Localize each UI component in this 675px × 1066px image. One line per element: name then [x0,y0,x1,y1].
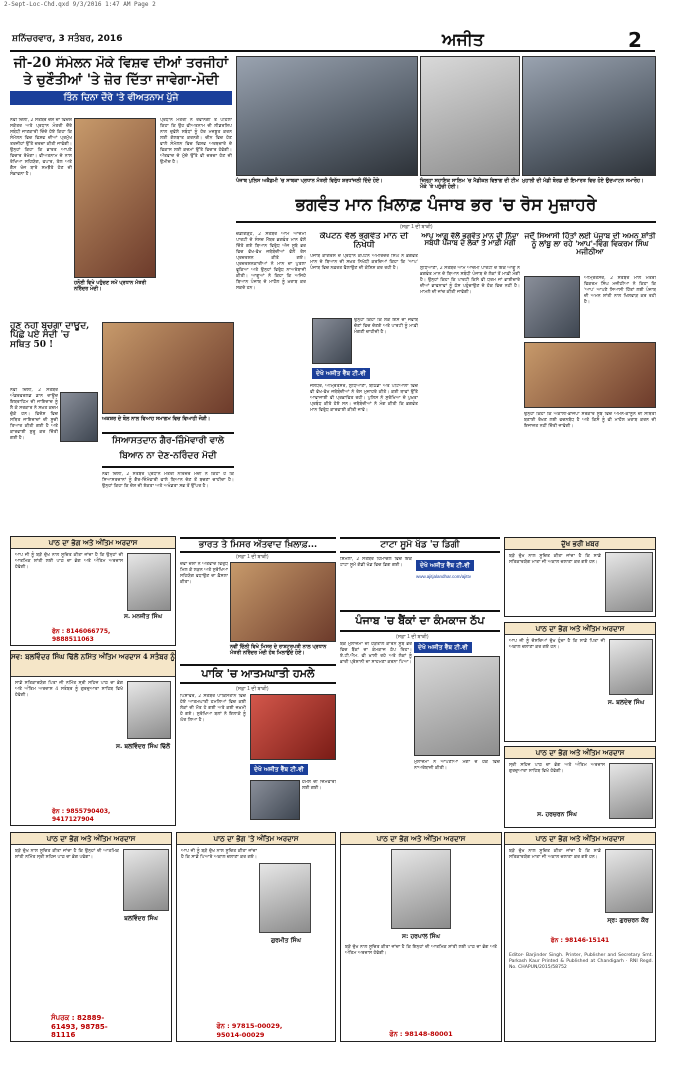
pak-attack-photo [250,694,336,760]
dawood-photo [60,392,98,442]
ad-3-phone: ਸੰਪਰਕ : 82889-61493, 98785-81116 [51,1014,108,1039]
ad-6-body: ਆਪ ਜੀ ਨੂੰ ਦੱਸਦਿਆਂ ਦੁੱਖ ਹੁੰਦਾ ਹੈ ਕਿ ਸਾਡੇ ਪਿਤਾ ਜੀ ਅਕਾਲ ਚਲਾਣਾ ਕਰ ਗਏ ਹਨ। [509,639,605,650]
tata-body: ਸ਼ਿਮਲਾ, 2 ਸਤੰਬਰ ਹਿਮਾਚਲ ਵਿਚ ਇਕ ਟਾਟਾ ਸੂਮੋ ਗੱਡੀ ਖੱਡ ਵਿਚ ਡਿਗ ਗਈ। [340,557,412,568]
g20-body-col1: ਨਵੀਂ ਦਿੱਲੀ, 2 ਸਤੰਬਰ ਦੇਸ਼ ਦਾ ਵਿਦੇਸ਼ ਸਕੱਤਰ ਅਤੇ ਪ੍ਰਧਾਨ ਮੰਤਰੀ ਦੌਰੇ ਸਬੰਧੀ ਜਾਣਕਾਰੀ ਦਿੰਦੇ ਹੋਏ ਕਿਹਾ ਕਿ ਸੰਮੇਲਨ ਵਿਚ ਵਿਸ਼ਵ ਦੀਆਂ ਪ੍ਰਮੁੱਖ ਤਰਜੀਹਾਂ ਉੱਤੇ ਚਰਚਾ ਕੀਤੀ ਜਾਵੇਗੀ। ਉਨ੍ਹਾਂ ਕਿਹਾ ਕਿ ਭਾਰਤ ਆਪਣੇ ਵਿਚਾਰ ਰੱਖੇਗਾ। ਵੀਅਤਨਾਮ ਦੇ ਨਾਲ ਰੱਖਿਆ ਸਹਿਯੋਗ, ਵਪਾਰ, ਤੇਲ ਅਤੇ ਗੈਸ ਖੋਜ ਬਾਰੇ ਸਮਝੌਤੇ ਹੋਣ ਦੀ ਸੰਭਾਵਨਾ ਹੈ। [10,118,72,177]
ad-3-title: ਪਾਠ ਦਾ ਭੋਗ ਅਤੇ ਅੰਤਿਮ ਅਰਦਾਸ [11,833,171,845]
ad-box-1 [10,536,176,646]
ad-box-4 [176,832,336,1042]
ad-1-name: ਸ. ਮਨਜੀਤ ਸਿੰਘ [123,613,163,620]
dawood-body: ਨਵੀਂ ਦਿੱਲੀ, 2 ਸਤੰਬਰ ਅੰਡਰਵਰਲਡ ਡਾਨ ਦਾਊਦ ਇਬਰਾਹਿਮ ਦੀ ਜਾਇਦਾਦ ਨੂੰ ਲੈ ਕੇ ਸਰਕਾਰ ਨੇ ਸਖ਼ਤ ਕਦਮ ਚੁੱਕੇ ਹਨ। ਵਿਦੇਸ਼ ਵਿਚ ਸਥਿਤ ਜਾਇਦਾਦਾਂ ਦੀ ਸੂਚੀ ਤਿਆਰ ਕੀਤੀ ਗਈ ਹੈ ਅਤੇ ਕਾਰਵਾਈ ਸ਼ੁਰੂ ਕਰ ਦਿੱਤੀ ਗਈ ਹੈ। [10,388,58,441]
ajit-web-tv-badge-4[interactable] [414,642,472,653]
ajit-web-tv-badge-3[interactable] [416,560,474,571]
page-number: 2 [628,28,642,52]
ad-8-name: ਸ੍ਰ: ਗੁਰਚਰਨ ਕੌਰ [607,917,649,924]
bhagwant-body-col1: ਚੰਡੀਗੜ੍ਹ, 2 ਸਤੰਬਰ ਆਮ ਆਦਮੀ ਪਾਰਟੀ ਦੇ ਸੰਸਦ ਮੈਂਬਰ ਭਗਵੰਤ ਮਾਨ ਵੱਲੋਂ ਦਿੱਤੇ ਗਏ ਬਿਆਨ ਵਿਰੁੱਧ ਅੱਜ ਸੂਬੇ ਭਰ ਵਿਚ ਵੱਖ-ਵੱਖ ਜਥੇਬੰਦੀਆਂ ਵੱਲੋਂ ਰੋਸ ਪ੍ਰਦਰਸ਼ਨ ਕੀਤੇ ਗਏ। ਪ੍ਰਦਰਸ਼ਨਕਾਰੀਆਂ ਨੇ ਮਾਨ ਦਾ ਪੁਤਲਾ ਫੂਕਿਆ ਅਤੇ ਉਨ੍ਹਾਂ ਵਿਰੁੱਧ ਨਾਅਰੇਬਾਜ਼ੀ ਕੀਤੀ। ਆਗੂਆਂ ਨੇ ਕਿਹਾ ਕਿ ਅਜਿਹੇ ਬਿਆਨ ਪੰਜਾਬ ਦੇ ਮਾਹੌਲ ਨੂੰ ਖ਼ਰਾਬ ਕਰ ਸਕਦੇ ਹਨ। [236,232,306,291]
masthead [10,30,655,52]
majithia-event-photo [524,342,656,408]
ajit-tv-label-3: ਦੇਖੋ ਅਜੀਤ ਵੈੱਬ ਟੀ.ਵੀ [420,562,470,569]
inauguration-caption: ਮੁਹਾਲੀ ਦੀ ਮੰਡੀ ਬੋਰਡ ਦੀ ਇਮਾਰਤ ਵਿਚ ਹੋਏ ਉਦਘਾਟਨ ਸਮਾਰੋਹ। [522,178,656,184]
ad-8-phone: ਫੋਨ : 98146-15141 [550,937,610,944]
ad-8-title: ਪਾਠ ਦਾ ਭੋਗ ਅਤੇ ਅੰਤਿਮ ਅਰਦਾਸ [505,833,655,845]
ajit-tv-label: ਦੇਖੋ ਅਜੀਤ ਵੈੱਬ ਟੀ.ਵੀ [316,370,366,377]
punjab-banks-body: ਬੈਂਕ ਮੁਲਾਜ਼ਮਾਂ ਦੀ ਹੜਤਾਲ ਕਾਰਨ ਸੂਬੇ ਭਰ ਵਿਚ ਬੈਂਕਾਂ ਦਾ ਕੰਮਕਾਜ ਠੱਪ ਰਿਹਾ। ਏ.ਟੀ.ਐਮ. ਵੀ ਖ਼ਾਲੀ ਰਹੇ ਅਤੇ ਲੋਕਾਂ ਨੂੰ ਭਾਰੀ ਪ੍ਰੇਸ਼ਾਨੀ ਦਾ ਸਾਹਮਣਾ ਕਰਨਾ ਪਿਆ। [340,642,412,665]
captain-body: ਪੰਜਾਬ ਕਾਂਗਰਸ ਦੇ ਪ੍ਰਧਾਨ ਕੈਪਟਨ ਅਮਰਿੰਦਰ ਸਿੰਘ ਨੇ ਭਗਵੰਤ ਮਾਨ ਦੇ ਬਿਆਨ ਦੀ ਸਖ਼ਤ ਨਿਖੇਧੀ ਕਰਦਿਆਂ ਕਿਹਾ ਕਿ 'ਆਪ' ਪੰਜਾਬ ਵਿਚ ਨਫ਼ਰਤ ਫੈਲਾਉਣ ਦੀ ਕੋਸ਼ਿਸ਼ ਕਰ ਰਹੀ ਹੈ। [310,254,418,271]
aap-side-head-block [420,232,520,262]
ad-7-body: ਸ੍ਰੀ ਸਹਿਜ ਪਾਠ ਦਾ ਭੋਗ ਅਤੇ ਅੰਤਿਮ ਅਰਦਾਸ ਗੁਰਦੁਆਰਾ ਸਾਹਿਬ ਵਿਖੇ ਹੋਵੇਗੀ। [509,763,605,774]
ajit-web-tv-badge-2[interactable] [250,764,308,775]
ad-5-title: ਪਾਠ ਦਾ ਭੋਗ ਅਤੇ ਅੰਤਿਮ ਅਰਦਾਸ [341,833,501,845]
egypt-headline: ਭਾਰਤ ਤੇ ਮਿਸਰ ਅੱਤਵਾਦ ਖ਼ਿਲਾਫ਼... [180,537,336,553]
ad-box-8 [504,832,656,1042]
pak-photo-2 [250,780,300,820]
pak-body-2: ਹਮਲੇ ਦੀ ਜ਼ਿੰਮੇਵਾਰੀ ਲਈ ਗਈ। [302,780,336,791]
tata-headline: ਟਾਟਾ ਸੂਮੋ ਖੱਡ 'ਚ ਡਿਗੀ [340,537,500,553]
ad-4-phone: ਫੋਨ : 97815-00029, 95014-00029 [216,1022,283,1039]
ajit-tv-label-2: ਦੇਖੋ ਅਜੀਤ ਵੈੱਬ ਟੀ.ਵੀ [254,766,304,773]
punjab-banks-continued: (ਸਫ਼ਾ 1 ਦੀ ਬਾਕੀ) [396,634,429,640]
ad-6-name: ਸ. ਬਲਦੇਵ ਸਿੰਘ [607,699,645,706]
atm-photo [414,656,500,756]
death-notice-body: ਬੜੇ ਦੁੱਖ ਨਾਲ ਸੂਚਿਤ ਕੀਤਾ ਜਾਂਦਾ ਹੈ ਕਿ ਸਾਡੇ ਸਤਿਕਾਰਯੋਗ ਮਾਤਾ ਜੀ ਅਕਾਲ ਚਲਾਣਾ ਕਰ ਗਏ ਹਨ। [509,554,601,565]
imprint-block [509,953,653,971]
g20-headline-line1: ਜੀ-20 ਸੰਮੇਲਨ ਮੌਕੇ ਵਿਸ਼ਵ ਦੀਆਂ ਤਰਜੀਹਾਂ [13,56,229,71]
imprint-text: Editor- Barjinder Singh. Printer, Publisher and Secretary Smt. Parkash Kaur Printed & Published at Chandigarh · RNI Regd. No. CHAPUN/2015/58752 [509,953,653,970]
punjab-banks-body-2: ਮੁਲਾਜ਼ਮਾਂ ਨੇ ਆਪਣੀਆਂ ਮੰਗਾਂ ਦੇ ਹੱਕ ਵਿਚ ਨਾਅਰੇਬਾਜ਼ੀ ਕੀਤੀ। [414,760,500,771]
medical-team-caption: ਜ਼ਿਲ੍ਹਾ ਸਹਾਇਕ ਸਾਲਿਮ 'ਚ ਮੈਡੀਕਲ ਵਿਭਾਗ ਦੀ ਟੀਮ ਮੌਕੇ 'ਤੇ ਪਹੁੰਚੀ ਹੋਈ। [420,178,519,190]
modi-photo-caption: ਹਨੋਈ ਵਿਖੇ ਪਹੁੰਚਣ ਸਮੇਂ ਪ੍ਰਧਾਨ ਮੰਤਰੀ ਨਰਿੰਦਰ ਮੋਦੀ। [74,280,156,292]
medical-team-photo [420,56,520,176]
ad-2-photo [127,681,171,739]
ad-1-body: ਆਪ ਜੀ ਨੂੰ ਬੜੇ ਦੁੱਖ ਨਾਲ ਸੂਚਿਤ ਕੀਤਾ ਜਾਂਦਾ ਹੈ ਕਿ ਉਨ੍ਹਾਂ ਦੀ ਆਤਮਿਕ ਸ਼ਾਂਤੀ ਲਈ ਪਾਠ ਦਾ ਭੋਗ ਅਤੇ ਅੰਤਿਮ ਅਰਦਾਸ ਹੋਵੇਗੀ। [15,553,123,570]
ad-7-title: ਪਾਠ ਦਾ ਭੋਗ ਅਤੇ ਅੰਤਿਮ ਅਰਦਾਸ [505,747,655,759]
ad-4-body: ਆਪ ਜੀ ਨੂੰ ਬੜੇ ਦੁੱਖ ਨਾਲ ਸੂਚਿਤ ਕੀਤਾ ਜਾਂਦਾ ਹੈ ਕਿ ਸਾਡੇ ਪਿਆਰੇ ਅਕਾਲ ਚਲਾਣਾ ਕਰ ਗਏ। [181,849,257,860]
police-academy-caption: ਪੰਜਾਬ ਪੁਲਿਸ ਅਕੈਡਮੀ 'ਚ ਸਾਬਕਾ ਪ੍ਰਧਾਨ ਮੰਤਰੀ ਵਿਰੁੱਧ ਸ਼ਰਧਾਂਜਲੀ ਦਿੰਦੇ ਹੋਏ। [236,178,418,184]
sukhbir-headline-block [524,232,656,272]
ad-7-name: ਸ. ਹਰਚਰਨ ਸਿੰਘ [537,811,577,818]
ad-4-name: ਗੁਰਮੀਤ ਸਿੰਘ [271,937,301,944]
modi-photo [74,118,156,278]
ad-6-photo [609,639,653,695]
ad-1-title: ਪਾਠ ਦਾ ਭੋਗ ਅਤੇ ਅੰਤਿਮ ਅਰਦਾਸ [11,537,175,549]
ad-4-photo [259,863,311,933]
captain-subhead: ਕੈਪਟਨ ਵੱਲੋਂ ਭਗਵੰਤ ਮਾਨ ਦੀ ਨਿਖੇਧੀ [319,232,409,250]
majithia-body-2: ਉਨ੍ਹਾਂ ਕਿਹਾ ਕਿ ਅਕਾਲੀ-ਭਾਜਪਾ ਸਰਕਾਰ ਸੂਬੇ ਵਿਚ ਅਮਨ-ਕਾਨੂੰਨ ਦੀ ਸਥਿਤੀ ਬਣਾਈ ਰੱਖਣ ਲਈ ਵਚਨਬੱਧ ਹੈ ਅਤੇ ਕਿਸੇ ਨੂੰ ਵੀ ਮਾਹੌਲ ਖ਼ਰਾਬ ਕਰਨ ਦੀ ਇਜਾਜ਼ਤ ਨਹੀਂ ਦਿੱਤੀ ਜਾਵੇਗੀ। [524,412,656,429]
bhagwant-continued: (ਸਫ਼ਾ 1 ਦੀ ਬਾਕੀ) [400,224,433,230]
majithia-body-1: ਅੰਮ੍ਰਿਤਸਰ, 2 ਸਤੰਬਰ ਮਾਲ ਮੰਤਰੀ ਵਿਕਰਮ ਸਿੰਘ ਮਜੀਠੀਆ ਨੇ ਕਿਹਾ ਕਿ 'ਆਪ' ਆਪਣੇ ਸਿਆਸੀ ਹਿੱਤਾਂ ਲਈ ਪੰਜਾਬ ਦੀ ਅਮਨ ਸ਼ਾਂਤੀ ਨਾਲ ਖਿਲਵਾੜ ਕਰ ਰਹੀ ਹੈ। [584,276,656,305]
ad-6-title: ਪਾਠ ਦਾ ਭੋਗ ਅਤੇ ਅੰਤਿਮ ਅਰਦਾਸ [505,623,655,635]
ad-3-name: ਬਲਵਿੰਦਰ ਸਿੰਘ [124,915,158,922]
ad-2-body: ਸਾਡੇ ਸਤਿਕਾਰਯੋਗ ਪਿਤਾ ਜੀ ਨਮਿੱਤ ਸ੍ਰੀ ਸਹਿਜ ਪਾਠ ਦਾ ਭੋਗ ਅਤੇ ਅੰਤਿਮ ਅਰਦਾਸ 4 ਸਤੰਬਰ ਨੂੰ ਗੁਰਦੁਆਰਾ ਸਾਹਿਬ ਵਿਖੇ ਹੋਵੇਗੀ। [15,681,123,698]
g20-headline-block [10,56,232,114]
ad-box-5 [340,832,502,1042]
inauguration-photo [522,56,656,176]
captain-subhead-block [310,232,418,252]
egypt-body: ਦੋਵਾਂ ਦੇਸ਼ਾਂ ਨੇ ਅੱਤਵਾਦ ਵਿਰੁੱਧ ਮਿਲ ਕੇ ਲੜਨ ਅਤੇ ਸੁਰੱਖਿਆ ਸਹਿਯੋਗ ਵਧਾਉਣ ਦਾ ਫ਼ੈਸਲਾ ਕੀਤਾ। [180,562,228,585]
ad-1-photo [127,553,171,611]
bhagwant-protest-headline: ਭਗਵੰਤ ਮਾਨ ਖ਼ਿਲਾਫ਼ ਪੰਜਾਬ ਭਰ 'ਚ ਰੋਸ ਮੁਜ਼ਾਹਰੇ [236,195,656,223]
ad-box-7 [504,746,656,828]
politicians-body: ਨਵੀਂ ਦਿੱਲੀ, 2 ਸਤੰਬਰ ਪ੍ਰਧਾਨ ਮੰਤਰੀ ਨਰਿੰਦਰ ਮੋਦੀ ਨੇ ਕਿਹਾ ਹੈ ਕਿ ਸਿਆਸਤਦਾਨਾਂ ਨੂੰ ਗੈਰ-ਜ਼ਿੰਮੇਵਾਰੀ ਵਾਲੇ ਬਿਆਨ ਦੇਣ ਤੋਂ ਬਚਣਾ ਚਾਹੀਦਾ ਹੈ। ਉਨ੍ਹਾਂ ਕਿਹਾ ਕਿ ਦੇਸ਼ ਦੀ ਏਕਤਾ ਅਤੇ ਅਖੰਡਤਾ ਸਭ ਤੋਂ ਉੱਪਰ ਹੈ। [102,472,234,489]
aap-side-head: ਆਪ ਆਗੂ ਵੱਲੋਂ ਭਗਵੰਤ ਮਾਨ ਦੀ ਨਿੰਦਾ ਸਬੰਧੀ ਪੰਜਾਬ ਦੇ ਲੋਕਾਂ ਤੋਂ ਮਾਫ਼ੀ ਮੰਗੀ [421,232,519,248]
ad-box-2 [10,650,176,826]
ajit-tv-url[interactable]: www.ajitjalandhar.com/ajittv [416,574,472,579]
g20-body-col2: ਪ੍ਰਧਾਨ ਮੰਤਰੀ ਨੇ ਰਵਾਨਗੀ ਤੋਂ ਪਹਿਲਾਂ ਕਿਹਾ ਕਿ ਉਹ ਵੀਅਤਨਾਮ ਦੀ ਲੀਡਰਸ਼ਿਪ ਨਾਲ ਦੁਵੱਲੇ ਸਬੰਧਾਂ ਨੂੰ ਹੋਰ ਮਜ਼ਬੂਤ ਕਰਨ ਲਈ ਗੱਲਬਾਤ ਕਰਨਗੇ। ਚੀਨ ਵਿਚ ਹੋਣ ਵਾਲੇ ਸੰਮੇਲਨ ਵਿਚ ਵਿਸ਼ਵ ਅਰਥਚਾਰੇ ਦੇ ਵਿਕਾਸ ਲਈ ਕਦਮਾਂ ਉੱਤੇ ਵਿਚਾਰ ਹੋਵੇਗੀ। ਅੱਤਵਾਦ ਦੇ ਮੁੱਦੇ ਉੱਤੇ ਵੀ ਚਰਚਾ ਹੋਣ ਦੀ ਉਮੀਦ ਹੈ। [160,118,232,165]
ad-box-6 [504,622,656,742]
pak-continued: (ਸਫ਼ਾ 1 ਦੀ ਬਾਕੀ) [236,686,269,692]
ad-4-title: ਪਾਠ ਦਾ ਭੋਗ 'ਤੇ ਅੰਤਿਮ ਅਰਦਾਸ [177,833,335,845]
dawood-headline: ਹੁਣ ਨਹੀਂ ਬਚੇਗਾ ਦਾਊਦ, ਪਿੱਛੇ ਪਏ ਸੰਦੀ 'ਚ ਸਥਿਤ 50 ! [10,322,90,350]
newspaper-title: ਅਜੀਤ [442,30,484,50]
ad-box-3 [10,832,172,1042]
ad-2-name: ਸ. ਬਲਵਿੰਦਰ ਸਿੰਘ ਢਿੱਲੋਂ [115,743,171,750]
g20-subheadline: ਤਿੰਨ ਦਿਨਾ ਦੌਰੇ 'ਤੇ ਵੀਅਤਨਾਮ ਪੁੱਜੇ [10,91,232,105]
majithia-headline: ਜਦੋਂ ਸਿਆਸੀ ਹਿੱਤਾਂ ਲਈ ਪੰਜਾਬ ਦੀ ਅਮਨ ਸ਼ਾਂਤੀ ਨੂੰ ਲਾਂਬੂ ਲਾ ਰਹੇ 'ਆਪ'-ਵਿੰਗ ਵਿਕਰਮ ਸਿੰਘ ਮਜੀਠੀਆ [524,232,656,256]
politicians-headline: ਸਿਆਸਤਦਾਨ ਗੈਰ-ਜ਼ਿੰਮੇਵਾਰੀ ਵਾਲੇ ਬਿਆਨ ਨਾ ਦੇਣ-ਨਰਿੰਦਰ ਮੋਦੀ [102,432,234,468]
bhagwant-body-col3: ਲੁਧਿਆਣਾ, 2 ਸਤੰਬਰ ਆਮ ਆਦਮੀ ਪਾਰਟੀ ਦੇ ਇਕ ਆਗੂ ਨੇ ਭਗਵੰਤ ਮਾਨ ਦੇ ਬਿਆਨ ਸਬੰਧੀ ਪੰਜਾਬ ਦੇ ਲੋਕਾਂ ਤੋਂ ਮਾਫ਼ੀ ਮੰਗੀ ਹੈ। ਉਨ੍ਹਾਂ ਕਿਹਾ ਕਿ ਪਾਰਟੀ ਕਿਸੇ ਵੀ ਧਰਮ ਜਾਂ ਭਾਈਚਾਰੇ ਦੀਆਂ ਭਾਵਨਾਵਾਂ ਨੂੰ ਠੇਸ ਪਹੁੰਚਾਉਣ ਦੇ ਹੱਕ ਵਿਚ ਨਹੀਂ ਹੈ। ਮਾਮਲੇ ਦੀ ਜਾਂਚ ਕੀਤੀ ਜਾਵੇਗੀ। [420,266,520,295]
ad-5-photo [391,849,451,929]
police-academy-photo [236,56,418,176]
pak-headline: ਪਾਕਿ 'ਚ ਆਤਮਘਾਤੀ ਹਮਲੇ [180,664,336,684]
ad-5-body: ਬੜੇ ਦੁੱਖ ਨਾਲ ਸੂਚਿਤ ਕੀਤਾ ਜਾਂਦਾ ਹੈ ਕਿ ਇਨ੍ਹਾਂ ਦੀ ਆਤਮਿਕ ਸ਼ਾਂਤੀ ਲਈ ਪਾਠ ਦਾ ਭੋਗ ਅਤੇ ਅੰਤਿਮ ਅਰਦਾਸ ਹੋਵੇਗੀ। [345,945,497,956]
majithia-photo [524,276,580,338]
captain-body-2: ਉਨ੍ਹਾਂ ਕਿਹਾ ਕਿ ਲੋਕ ਇਸ ਦਾ ਜਵਾਬ ਚੋਣਾਂ ਵਿਚ ਦੇਣਗੇ ਅਤੇ ਪਾਰਟੀ ਨੂੰ ਮਾਫ਼ੀ ਮੰਗਣੀ ਚਾਹੀਦੀ ਹੈ। [354,318,418,335]
issue-date: ਸ਼ਨਿੱਚਰਵਾਰ, 3 ਸਤੰਬਰ, 2016 [12,34,123,44]
file-info-line: 2-Sept-Loc-Chd.qxd 9/3/2016 1:47 AM Page 2 [4,1,156,8]
pak-body: ਪਿਸ਼ਾਵਰ, 2 ਸਤੰਬਰ ਪਾਕਿਸਤਾਨ ਵਿਚ ਹੋਏ ਆਤਮਘਾਤੀ ਹਮਲਿਆਂ ਵਿਚ ਕਈ ਲੋਕਾਂ ਦੀ ਮੌਤ ਹੋ ਗਈ ਅਤੇ ਕਈ ਜ਼ਖ਼ਮੀ ਹੋ ਗਏ। ਸੁਰੱਖਿਆ ਬਲਾਂ ਨੇ ਇਲਾਕੇ ਨੂੰ ਘੇਰ ਲਿਆ ਹੈ। [180,694,246,723]
dawood-story [10,322,92,384]
ajit-web-tv-badge-1[interactable] [312,368,370,379]
egypt-photo [230,562,336,642]
ad-2-phone: ਫੋਨ : 9855790403, 9417127904 [52,808,111,823]
ad-8-body: ਬੜੇ ਦੁੱਖ ਨਾਲ ਸੂਚਿਤ ਕੀਤਾ ਜਾਂਦਾ ਹੈ ਕਿ ਸਾਡੇ ਸਤਿਕਾਰਯੋਗ ਮਾਤਾ ਜੀ ਅਕਾਲ ਚਲਾਣਾ ਕਰ ਗਏ ਹਨ। [509,849,601,860]
egypt-caption: ਨਵੀਂ ਦਿੱਲੀ ਵਿਖੇ ਮਿਸਰ ਦੇ ਰਾਸ਼ਟਰਪਤੀ ਨਾਲ ਪ੍ਰਧਾਨ ਮੰਤਰੀ ਨਰਿੰਦਰ ਮੋਦੀ ਹੱਥ ਮਿਲਾਉਂਦੇ ਹੋਏ। [230,644,336,656]
ad-3-photo [123,849,169,911]
death-notice-photo [605,552,653,612]
ajit-tv-label-4: ਦੇਖੋ ਅਜੀਤ ਵੈੱਬ ਟੀ.ਵੀ [418,644,468,651]
ad-5-phone: ਫੋਨ : 98148-80001 [389,1030,453,1038]
ad-5-name: ਸ: ਹਰਪਾਲ ਸਿੰਘ [401,933,440,940]
ad-7-photo [609,763,653,819]
egypt-continued: (ਸਫ਼ਾ 1 ਦੀ ਬਾਕੀ) [236,554,269,560]
death-notice-box [504,537,656,617]
ad-8-photo [605,849,653,913]
wedding-caption: ਅਕਸ਼ਰ ਦੇ ਬੋਲ ਨਾਲ ਵਿਆਹ ਸਮਾਗਮ ਵਿਚ ਵਿਆਹੀ ਜੋੜੀ। [102,416,234,422]
g20-headline-line2: ਤੇ ਚੁਣੌਤੀਆਂ 'ਤੇ ਜ਼ੋਰ ਦਿੱਤਾ ਜਾਵੇਗਾ-ਮੋਦੀ [23,72,219,89]
wedding-photo [102,322,234,414]
bhagwant-body-col2: ਜਲੰਧਰ, ਅੰਮ੍ਰਿਤਸਰ, ਲੁਧਿਆਣਾ, ਬਠਿੰਡਾ ਅਤੇ ਪਟਿਆਲਾ ਵਿਚ ਵੀ ਵੱਖ-ਵੱਖ ਜਥੇਬੰਦੀਆਂ ਨੇ ਰੋਸ ਮੁਜ਼ਾਹਰੇ ਕੀਤੇ। ਕਈ ਥਾਵਾਂ ਉੱਤੇ ਆਵਾਜਾਈ ਵੀ ਪ੍ਰਭਾਵਿਤ ਰਹੀ। ਪੁਲਿਸ ਨੇ ਸੁਰੱਖਿਆ ਦੇ ਪੁਖ਼ਤਾ ਪ੍ਰਬੰਧ ਕੀਤੇ ਹੋਏ ਸਨ। ਜਥੇਬੰਦੀਆਂ ਨੇ ਮੰਗ ਕੀਤੀ ਕਿ ਭਗਵੰਤ ਮਾਨ ਵਿਰੁੱਧ ਕਾਰਵਾਈ ਕੀਤੀ ਜਾਵੇ। [310,384,418,413]
punjab-banks-headline: ਪੰਜਾਬ 'ਚ ਬੈਂਕਾਂ ਦਾ ਕੰਮਕਾਜ ਠੱਪ [340,610,500,632]
ad-3-body: ਬੜੇ ਦੁੱਖ ਨਾਲ ਸੂਚਿਤ ਕੀਤਾ ਜਾਂਦਾ ਹੈ ਕਿ ਉਨ੍ਹਾਂ ਦੀ ਆਤਮਿਕ ਸ਼ਾਂਤੀ ਨਮਿੱਤ ਸ੍ਰੀ ਸਹਿਜ ਪਾਠ ਦਾ ਭੋਗ ਪਵੇਗਾ। [15,849,119,860]
ad-1-phone: ਫੋਨ : 8146066775, 9888511063 [52,628,111,643]
death-notice-title: ਦੁੱਖ ਭਰੀ ਖ਼ਬਰ [505,538,655,550]
captain-photo [312,318,352,364]
ad-2-title: ਸਵ: ਬਲਵਿੰਦਰ ਸਿੰਘ ਢਿੱਲੋਂ ਨਮਿੱਤ ਅੰਤਿਮ ਅਰਦਾਸ 4 ਸਤੰਬਰ ਨੂੰ [11,651,175,677]
